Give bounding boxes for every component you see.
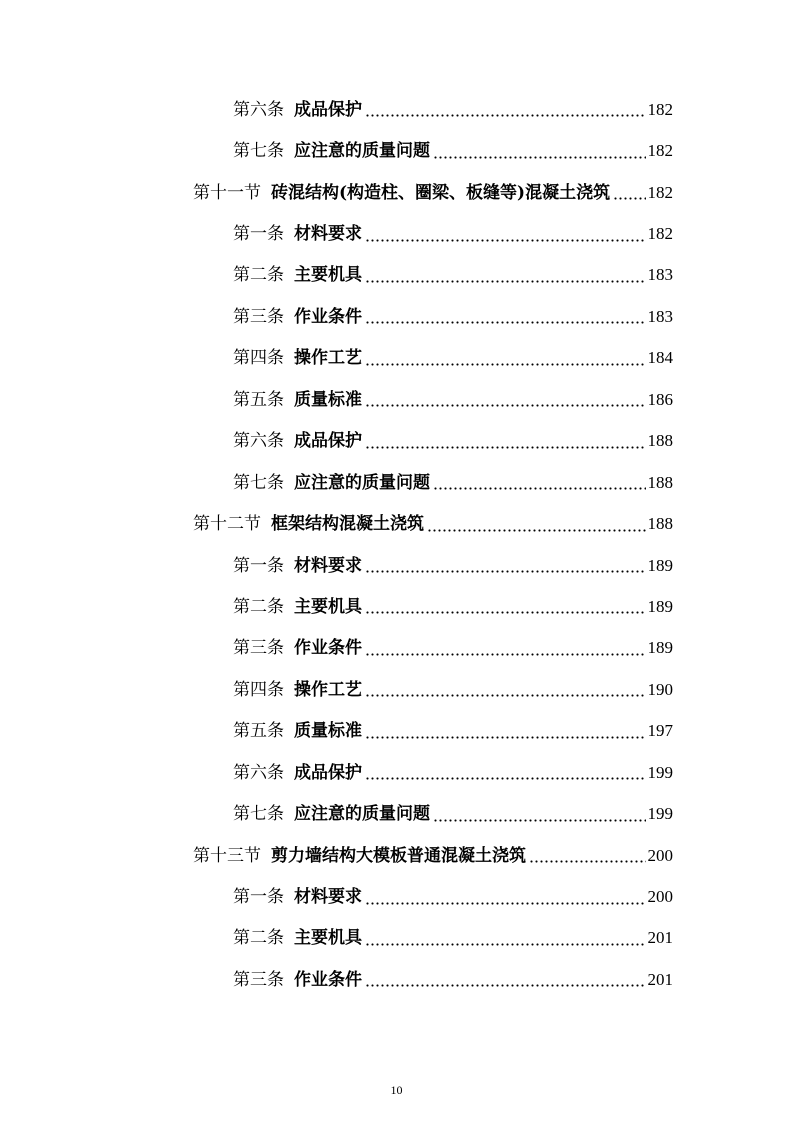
toc-entry-page: 182 <box>647 141 673 161</box>
page-number: 10 <box>390 1083 403 1097</box>
toc-article-entry[interactable] <box>233 379 673 420</box>
toc-entry-title: 操作工艺 <box>294 348 362 369</box>
toc-entry-page: 200 <box>647 887 673 907</box>
toc-entry-title: 材料要求 <box>294 555 362 576</box>
toc-entry-page: 182 <box>647 182 673 202</box>
toc-article-entry[interactable] <box>233 918 673 959</box>
toc-entry-page: 189 <box>647 638 673 658</box>
dot-leader <box>365 694 646 697</box>
toc-entry-number: 第六条 <box>233 431 284 452</box>
toc-entry-number: 第一条 <box>233 555 284 576</box>
dot-leader <box>365 404 646 407</box>
toc-article-entry[interactable] <box>233 338 673 379</box>
toc-article-entry[interactable] <box>233 711 673 752</box>
toc-entry-page: 188 <box>647 514 673 534</box>
toc-entry-page: 200 <box>647 845 673 865</box>
toc-entry-page: 201 <box>647 969 673 989</box>
toc-entry-title: 成品保护 <box>294 99 362 120</box>
toc-article-entry[interactable] <box>233 255 673 296</box>
toc-article-entry[interactable] <box>233 876 673 917</box>
toc-entry-number: 第七条 <box>233 141 284 162</box>
dot-leader <box>365 653 646 656</box>
dot-leader <box>365 280 646 283</box>
toc-entry-number: 第二条 <box>233 265 284 286</box>
toc-entry-page: 184 <box>647 348 673 368</box>
dot-leader <box>433 156 646 159</box>
toc-entry-title: 成品保护 <box>294 431 362 452</box>
toc-entry-page: 183 <box>647 306 673 326</box>
toc-entry-page: 197 <box>647 721 673 741</box>
toc-entry-page: 201 <box>647 928 673 948</box>
toc-entry-title: 主要机具 <box>294 265 362 286</box>
toc-section-entry[interactable] <box>193 172 673 213</box>
dot-leader <box>365 984 646 987</box>
dot-leader <box>433 819 646 822</box>
toc-article-entry[interactable] <box>233 545 673 586</box>
toc-entry-title: 应注意的质量问题 <box>294 804 430 825</box>
toc-entry-number: 第三条 <box>233 638 284 659</box>
toc-entry-number: 第十二节 <box>193 514 261 535</box>
toc-entry-number: 第七条 <box>233 804 284 825</box>
toc-entry-number: 第四条 <box>233 679 284 700</box>
toc-entry-title: 成品保护 <box>294 762 362 783</box>
toc-entry-title: 质量标准 <box>294 389 362 410</box>
toc-entry-page: 189 <box>647 596 673 616</box>
toc-entry-number: 第六条 <box>233 762 284 783</box>
toc-entry-title: 框架结构混凝土浇筑 <box>271 514 424 535</box>
dot-leader <box>365 239 646 242</box>
toc-entry-title: 剪力墙结构大模板普通混凝土浇筑 <box>271 845 526 866</box>
dot-leader <box>529 860 646 863</box>
dot-leader <box>365 363 646 366</box>
toc-entry-title: 材料要求 <box>294 224 362 245</box>
toc-article-entry[interactable] <box>233 130 673 171</box>
toc-entry-title: 砖混结构(构造柱、圈梁、板缝等)混凝土浇筑 <box>271 182 611 203</box>
toc-entry-title: 操作工艺 <box>294 679 362 700</box>
toc-article-entry[interactable] <box>233 669 673 710</box>
toc-entry-number: 第二条 <box>233 596 284 617</box>
dot-leader <box>365 611 646 614</box>
toc-article-entry[interactable] <box>233 213 673 254</box>
toc-entry-title: 主要机具 <box>294 596 362 617</box>
toc-article-entry[interactable] <box>233 89 673 130</box>
dot-leader <box>365 570 646 573</box>
toc-entry-title: 作业条件 <box>294 638 362 659</box>
toc-entry-number: 第四条 <box>233 348 284 369</box>
toc-entry-page: 183 <box>647 265 673 285</box>
toc-section-entry[interactable] <box>193 503 673 544</box>
toc-entry-number: 第十一节 <box>193 182 261 203</box>
dot-leader <box>365 777 646 780</box>
toc-entry-page: 190 <box>647 679 673 699</box>
toc-entry-title: 作业条件 <box>294 969 362 990</box>
toc-article-entry[interactable] <box>233 462 673 503</box>
toc-entry-page: 182 <box>647 99 673 119</box>
toc-article-entry[interactable] <box>233 959 673 1000</box>
toc-entry-number: 第一条 <box>233 224 284 245</box>
toc-entry-page: 188 <box>647 431 673 451</box>
dot-leader <box>365 114 646 117</box>
dot-leader <box>365 321 646 324</box>
toc-article-entry[interactable] <box>233 421 673 462</box>
toc-entry-title: 质量标准 <box>294 721 362 742</box>
toc-entry-title: 材料要求 <box>294 887 362 908</box>
toc-entry-number: 第一条 <box>233 887 284 908</box>
toc-entry-page: 199 <box>647 762 673 782</box>
toc-article-entry[interactable] <box>233 752 673 793</box>
dot-leader <box>365 902 646 905</box>
toc-article-entry[interactable] <box>233 793 673 834</box>
dot-leader <box>433 487 646 490</box>
toc-entry-title: 作业条件 <box>294 306 362 327</box>
toc-entry-number: 第三条 <box>233 306 284 327</box>
toc-entry-number: 第三条 <box>233 969 284 990</box>
toc-entry-title: 应注意的质量问题 <box>294 141 430 162</box>
toc-entry-number: 第七条 <box>233 472 284 493</box>
toc-entry-number: 第五条 <box>233 389 284 410</box>
toc-entry-page: 189 <box>647 555 673 575</box>
toc-entry-title: 主要机具 <box>294 928 362 949</box>
toc-article-entry[interactable] <box>233 296 673 337</box>
toc-entry-title: 应注意的质量问题 <box>294 472 430 493</box>
toc-entry-number: 第六条 <box>233 99 284 120</box>
dot-leader <box>613 197 645 200</box>
dot-leader <box>427 529 646 532</box>
toc-section-entry[interactable] <box>193 835 673 876</box>
toc-article-entry[interactable] <box>233 628 673 669</box>
toc-entry-page: 186 <box>647 389 673 409</box>
toc-entry-number: 第二条 <box>233 928 284 949</box>
toc-entry-number: 第十三节 <box>193 845 261 866</box>
toc-entry-page: 182 <box>647 224 673 244</box>
toc-article-entry[interactable] <box>233 586 673 627</box>
dot-leader <box>365 736 646 739</box>
table-of-contents <box>0 89 793 1001</box>
toc-entry-number: 第五条 <box>233 721 284 742</box>
toc-entry-page: 188 <box>647 472 673 492</box>
dot-leader <box>365 446 646 449</box>
dot-leader <box>365 943 646 946</box>
toc-entry-page: 199 <box>647 804 673 824</box>
